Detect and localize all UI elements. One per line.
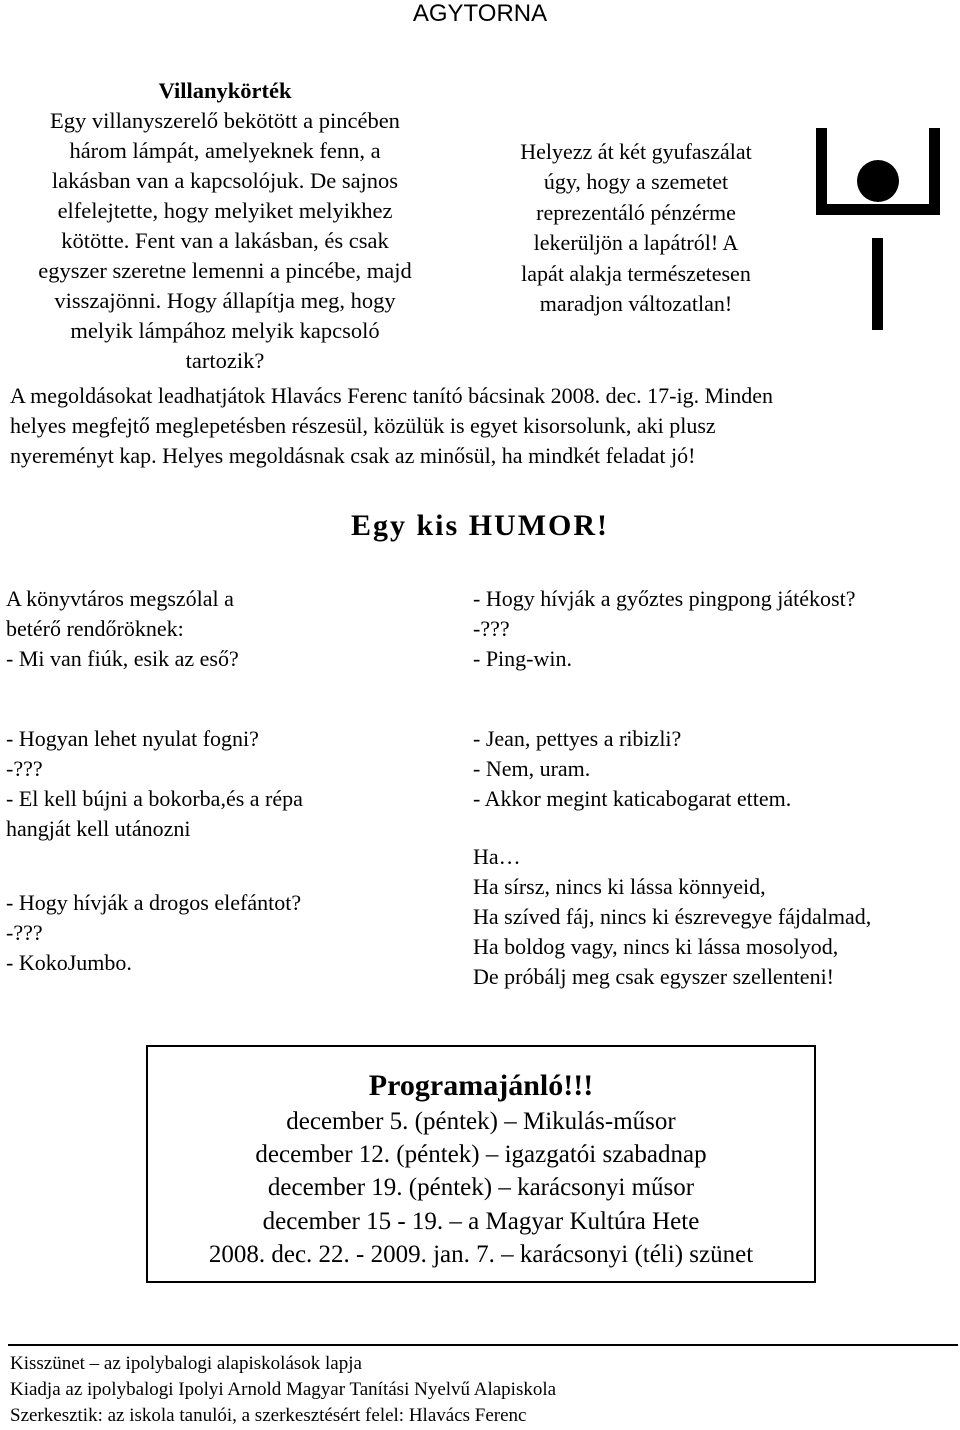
joke-librarian [6, 584, 456, 674]
notice-line: A megoldásokat leadhatjátok Hlavács Ferenc tanító bácsinak 2008. dec. 17-ig. Minden [10, 383, 774, 408]
poem-line: Ha sírsz, nincs ki lássa könnyeid, [473, 874, 766, 899]
matches-puzzle-line: maradjon változatlan! [539, 291, 733, 317]
joke-rabbit [6, 724, 456, 844]
bulbs-puzzle-title: Villanykörték [158, 78, 292, 103]
joke-line: hangját kell utánozni [6, 816, 191, 841]
matches-puzzle [478, 137, 794, 319]
poem [473, 842, 953, 992]
joke-line: - El kell bújni a bokorba,és a répa [6, 786, 303, 811]
joke-line: A könyvtáros megszólal a [6, 586, 234, 611]
joke-jean [473, 724, 953, 814]
program-item: december 5. (péntek) – Mikulás-műsor [286, 1108, 676, 1135]
bulbs-puzzle-line: Egy villanyszerelő bekötött a pincében [50, 108, 400, 133]
joke-line: betérő rendőröknek: [6, 616, 184, 641]
joke-line: - Ping-win. [473, 646, 572, 671]
footer-divider [8, 1344, 958, 1346]
matches-puzzle-line: úgy, hogy a szemetet [543, 169, 729, 195]
program-box [146, 1045, 816, 1283]
program-item: december 19. (péntek) – karácsonyi műsor [267, 1174, 695, 1202]
footer-line: Kisszünet – az ipolybalogi alapiskolások lapja [10, 1353, 362, 1374]
joke-elephant [6, 888, 456, 978]
joke-line: - Akkor megint katicabogarat ettem. [473, 786, 792, 811]
joke-line: - Hogyan lehet nyulat fogni? [6, 726, 259, 751]
bulbs-puzzle-line: tartozik? [185, 348, 265, 373]
joke-line: -??? [6, 920, 43, 945]
bulbs-puzzle-line: kötötte. Fent van a lakásban, és csak [61, 228, 389, 253]
poem-line: Ha boldog vagy, nincs ki lássa mosolyod, [473, 934, 839, 959]
bulbs-puzzle-line: elfelejtette, hogy melyiket melyikhez [57, 198, 393, 223]
bulbs-puzzle [20, 76, 430, 376]
submission-notice [10, 381, 955, 471]
matches-puzzle-line: reprezentáló pénzérme [536, 199, 736, 225]
bulbs-puzzle-line: három lámpát, amelyeknek fenn, a [69, 138, 381, 163]
joke-line: - KokoJumbo. [6, 950, 132, 975]
joke-line: -??? [6, 756, 43, 781]
matches-puzzle-line: Helyezz át két gyufaszálat [520, 139, 752, 164]
matchstick-shovel-icon [816, 128, 940, 330]
matches-puzzle-line: lapát alakja természetesen [521, 260, 751, 286]
program-item: december 12. (péntek) – igazgatói szabadnap [255, 1141, 707, 1169]
joke-line: - Mi van fiúk, esik az eső? [6, 646, 239, 671]
program-item: december 15 - 19. – a Magyar Kultúra Hete [262, 1207, 700, 1235]
page-title: AGYTORNA [412, 0, 548, 27]
footer-line: Kiadja az ipolybalogi Ipolyi Arnold Magyar Tanítási Nyelvű Alapiskola [10, 1379, 557, 1400]
program-title: Programajánló!!! [368, 1069, 594, 1102]
poem-line: De próbálj meg csak egyszer szellenteni! [473, 964, 835, 989]
bulbs-puzzle-line: melyik lámpához melyik kapcsoló [70, 318, 380, 343]
joke-line: - Jean, pettyes a ribizli? [473, 726, 682, 751]
poem-line: Ha… [473, 844, 521, 869]
notice-line: nyereményt kap. Helyes megoldásnak csak az minősül, ha mindkét feladat jó! [10, 443, 696, 468]
joke-line: - Hogy hívják a drogos elefántot? [6, 890, 302, 915]
joke-line: -??? [473, 616, 510, 641]
joke-pingpong [473, 584, 953, 674]
joke-line: - Hogy hívják a győztes pingpong játékost? [473, 586, 856, 611]
bulbs-puzzle-line: lakásban van a kapcsolójuk. De sajnos [51, 168, 399, 193]
footer-line: Szerkesztik: az iskola tanulói, a szerkesztésért felel: Hlavács Ferenc [10, 1405, 527, 1426]
matches-puzzle-line: lekerüljön a lapátról! A [533, 230, 739, 256]
bulbs-puzzle-line: visszajönni. Hogy állapítja meg, hogy [54, 288, 396, 313]
notice-line: helyes megfejtő meglepetésben részesül, közülük is egyet kisorsolunk, aki plusz [10, 413, 716, 438]
joke-line: - Nem, uram. [473, 756, 591, 781]
program-item: 2008. dec. 22. - 2009. jan. 7. – karácsonyi (téli) szünet [208, 1240, 754, 1268]
poem-line: Ha szíved fáj, nincs ki észrevegye fájdalmad, [473, 904, 872, 929]
humor-heading: Egy kis HUMOR! [350, 509, 609, 542]
bulbs-puzzle-line: egyszer szeretne lemenni a pincébe, majd [38, 258, 412, 283]
